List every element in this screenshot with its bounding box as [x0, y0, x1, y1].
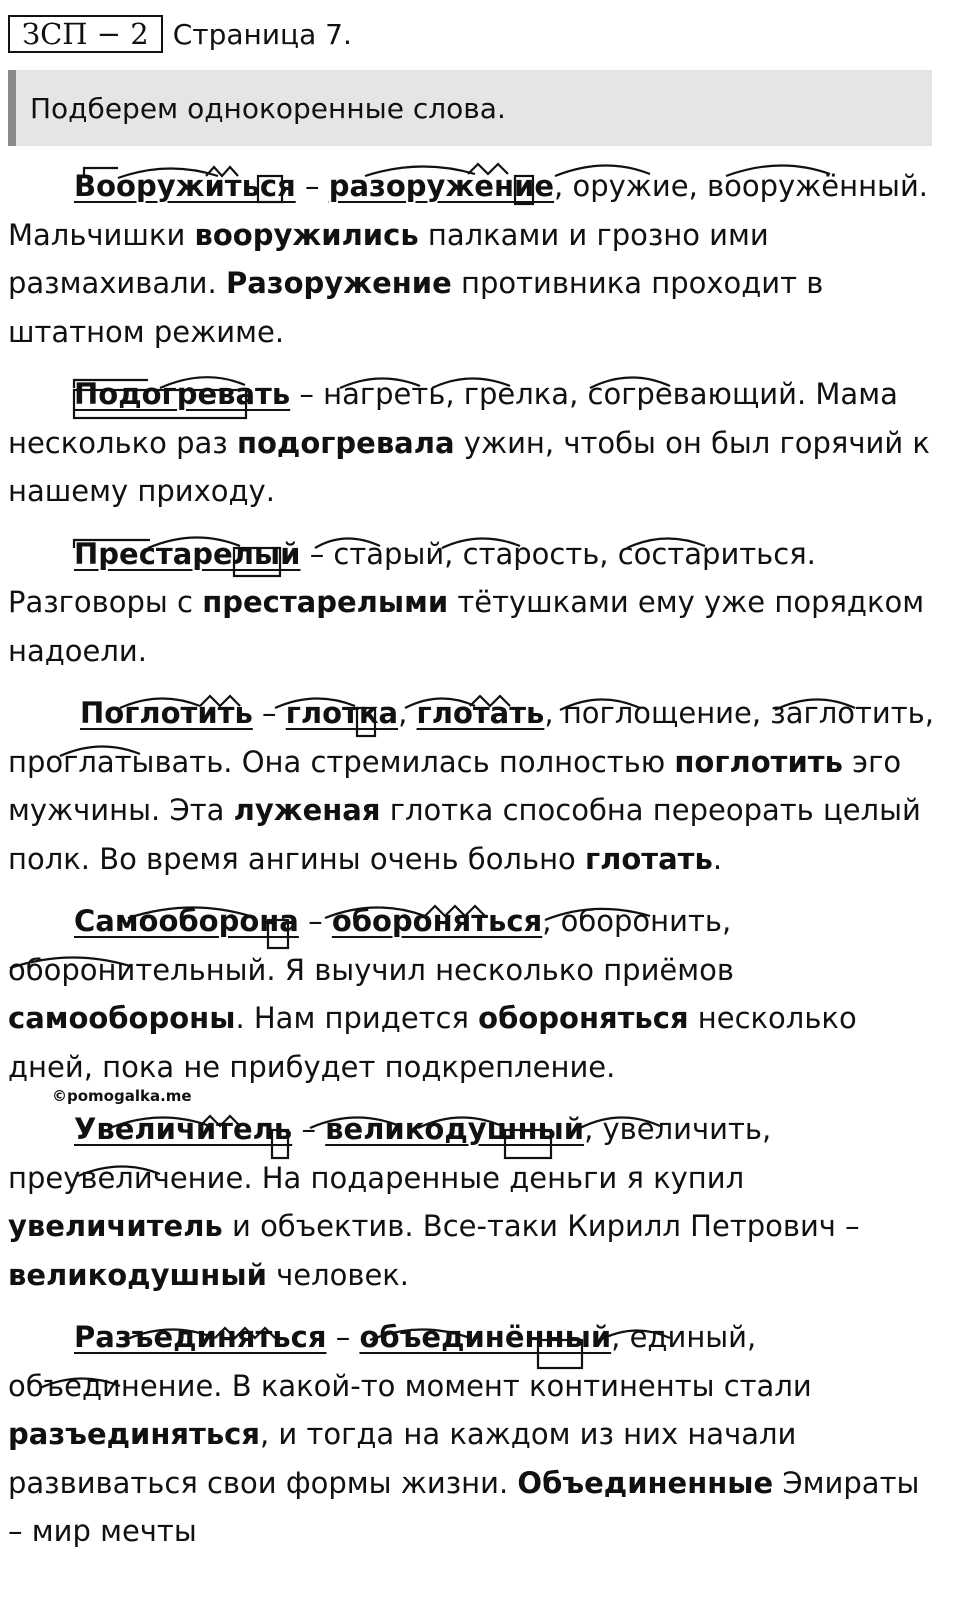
- example-word: Объединенные: [517, 1465, 774, 1500]
- key-word: Поглотить: [80, 696, 253, 730]
- example-word: вооружились: [194, 217, 419, 252]
- key-word: Увеличитель: [74, 1112, 293, 1146]
- example-text: тётушками ему уже порядком надоели.: [8, 585, 925, 668]
- word-paragraph-3: [8, 530, 940, 676]
- example-word: луженая: [233, 793, 381, 827]
- answer-content: [8, 162, 940, 1556]
- dash: –: [326, 1320, 360, 1354]
- example-text: эго мужчины. Эта: [8, 744, 902, 827]
- example-word: великодушный: [8, 1257, 267, 1292]
- example-text: .: [712, 841, 723, 876]
- key-word: Престарелый: [74, 536, 301, 571]
- separator: ,: [398, 696, 417, 730]
- example-word: Разоружение: [225, 266, 452, 300]
- example-text: ужин, чтобы он был горячий к нашему приходу.: [8, 425, 930, 508]
- example-text: человек.: [266, 1257, 410, 1292]
- key-word: Самооборона: [74, 904, 299, 938]
- key-word: Вооружиться: [74, 169, 296, 203]
- example-word: самообороны: [8, 1001, 236, 1035]
- key-word: Разъединяться: [74, 1320, 327, 1354]
- example-word: престарелыми: [202, 585, 449, 619]
- word-paragraph-4: [8, 689, 940, 883]
- example-text: несколько дней, пока не прибудет подкрепление.: [8, 1001, 857, 1084]
- example-text: глотка способна переорать целый полк. Во время ангины очень больно: [8, 793, 921, 876]
- watermark: ©pomogalka.me: [52, 1087, 192, 1105]
- key-word: разоружение: [328, 169, 555, 203]
- dash: –: [298, 904, 332, 938]
- exercise-code: ЗСП − 2: [8, 15, 163, 53]
- word-paragraph-5: [8, 897, 940, 1091]
- dash: –: [295, 169, 329, 203]
- key-word: обороняться: [331, 904, 543, 938]
- key-word: глотка: [285, 696, 399, 730]
- example-word: разъединяться: [8, 1417, 260, 1451]
- key-word: великодушный: [325, 1112, 585, 1146]
- word-paragraph-7: [8, 1313, 940, 1556]
- cognates-text: – старый, старость, состариться. Разговоры с: [8, 536, 816, 619]
- key-word: Подогревать: [74, 377, 291, 411]
- example-text: , и тогда на каждом из них начали развиваться свои формы жизни.: [8, 1417, 797, 1500]
- example-word: подогревала: [236, 425, 455, 460]
- example-word: обороняться: [478, 1001, 689, 1035]
- page-number: Страница 7.: [172, 17, 352, 51]
- example-word: увеличитель: [8, 1209, 223, 1243]
- dash: –: [292, 1112, 326, 1146]
- cognates-text: – нагреть, грелка, согревающий. Мама несколько раз: [8, 377, 898, 460]
- word-paragraph-1: [8, 162, 940, 356]
- key-word: объединённый: [359, 1320, 612, 1354]
- page-header: [8, 14, 352, 54]
- word-paragraph-2: [8, 370, 940, 516]
- cognates-text: , увеличить, преувеличение. На подаренные деньги я купил: [8, 1112, 772, 1195]
- example-text: Эмираты – мир мечты: [8, 1465, 920, 1548]
- cognates-text: , оборонить, оборонительный. Я выучил несколько приёмов: [8, 904, 734, 987]
- example-text: палками и грозно ими размахивали.: [8, 217, 769, 300]
- example-word: поглотить: [674, 744, 843, 779]
- example-text: . Нам придется: [235, 1001, 479, 1035]
- example-text: противника проходит в штатном режиме.: [8, 266, 824, 349]
- example-text: и объектив. Все-таки Кирилл Петрович –: [222, 1209, 860, 1243]
- word-paragraph-6: [8, 1105, 940, 1299]
- cognates-text: , оружие, вооружённый. Мальчишки: [8, 169, 929, 252]
- task-banner: [8, 70, 932, 146]
- key-word: глотать: [416, 696, 545, 730]
- cognates-text: , поглощение, заглотить, проглатывать. Она стремилась полностью: [8, 696, 934, 779]
- cognates-text: , единый, объединение. В какой-то момент континенты стали: [8, 1320, 812, 1403]
- dash: –: [252, 696, 286, 730]
- task-text: Подберем однокоренные слова.: [30, 92, 506, 125]
- example-word: глотать: [584, 841, 713, 876]
